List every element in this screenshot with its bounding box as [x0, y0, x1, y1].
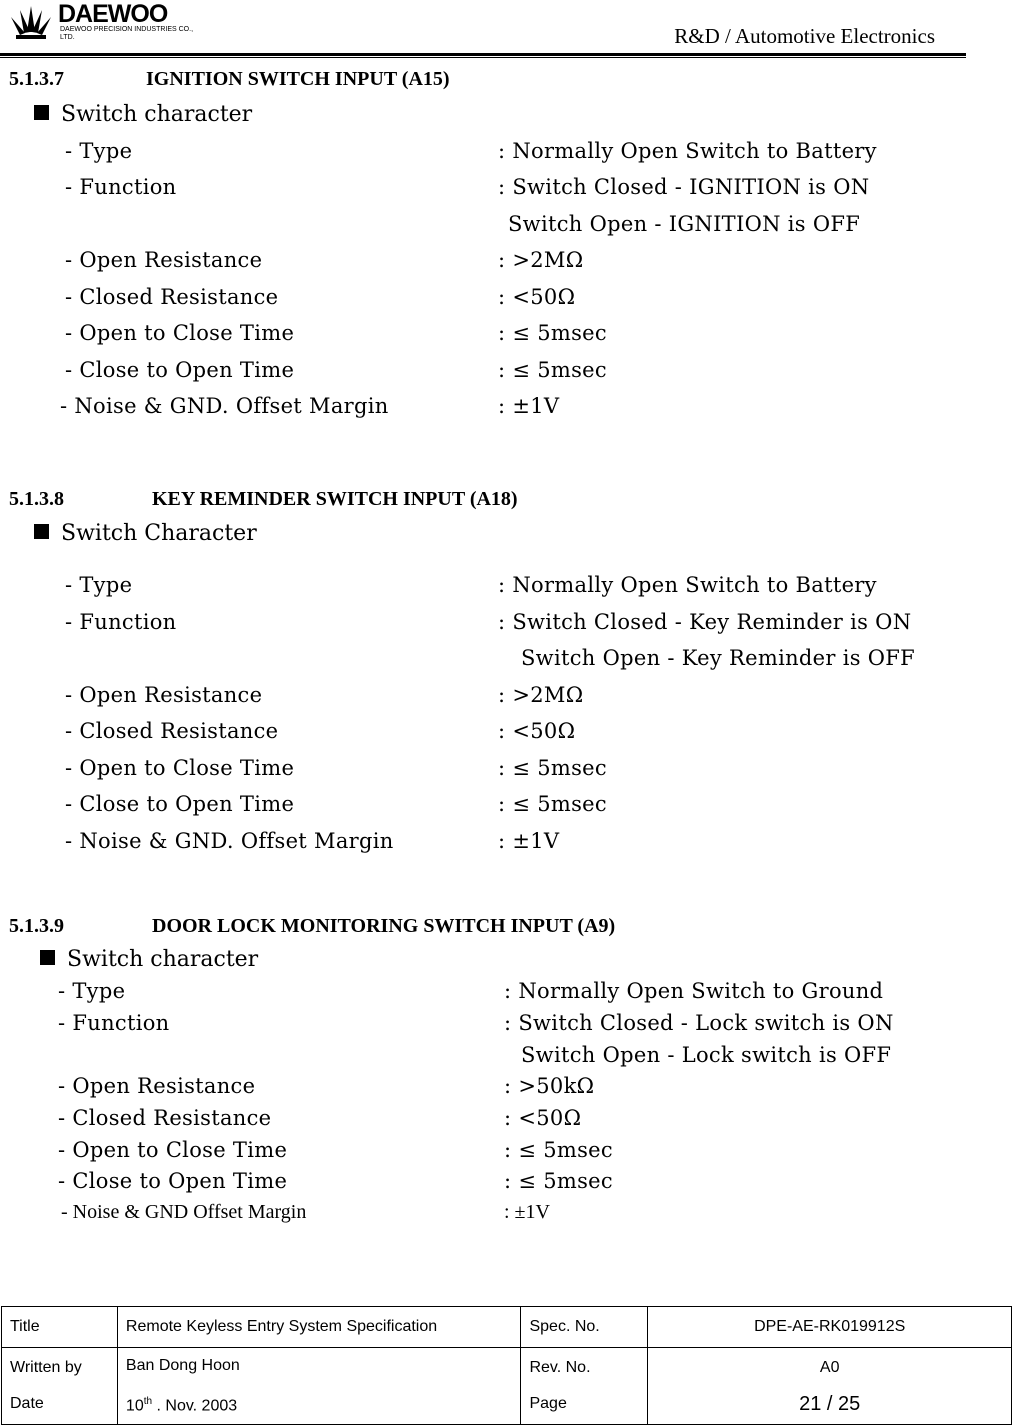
- section-title: IGNITION SWITCH INPUT (A15): [146, 68, 450, 90]
- title-value: Remote Keyless Entry System Specification: [117, 1307, 521, 1348]
- spec-label: - Open Resistance: [65, 683, 263, 707]
- spec-label: - Open to Close Time: [65, 756, 295, 780]
- section-title: KEY REMINDER SWITCH INPUT (A18): [152, 488, 518, 510]
- rev-no-label: Rev. No.: [529, 1359, 591, 1377]
- spec-label: - Noise & GND Offset Margin: [61, 1201, 307, 1223]
- rev-page-values: [648, 1348, 1012, 1425]
- spec-value: : ≤ 5msec: [504, 1169, 613, 1193]
- written-date-values: [117, 1348, 521, 1425]
- spec-label: - Close to Open Time: [65, 358, 295, 382]
- date-value: 10th . Nov. 2003: [125, 1396, 238, 1415]
- spec-label: - Open Resistance: [65, 248, 263, 272]
- author-value: Ban Dong Hoon: [125, 1357, 240, 1374]
- spec-value: : <50Ω: [498, 719, 576, 743]
- spec-label: - Close to Open Time: [58, 1169, 288, 1193]
- written-date-labels: [2, 1348, 118, 1425]
- document-footer-table: [1, 1306, 1012, 1425]
- spec-label: - Type: [58, 979, 126, 1003]
- spec-value: : Normally Open Switch to Battery: [498, 139, 877, 163]
- spec-label: - Type: [65, 139, 133, 163]
- spec-no-label: Spec. No.: [521, 1307, 648, 1348]
- spec-label: - Function: [65, 610, 177, 634]
- spec-label: - Close to Open Time: [65, 792, 295, 816]
- spec-value: : ≤ 5msec: [504, 1138, 613, 1162]
- rev-no-value: A0: [819, 1359, 840, 1377]
- spec-value: : ≤ 5msec: [498, 321, 607, 345]
- spec-label: - Noise & GND. Offset Margin: [60, 394, 389, 418]
- title-label: Title: [2, 1307, 118, 1348]
- spec-label: - Closed Resistance: [58, 1106, 272, 1130]
- spec-value: : ±1V: [498, 829, 560, 853]
- section-title: DOOR LOCK MONITORING SWITCH INPUT (A9): [152, 915, 616, 937]
- bullet-square-icon: [34, 105, 49, 120]
- written-by-label: Written by: [10, 1359, 82, 1377]
- spec-value: : ≤ 5msec: [498, 792, 607, 816]
- spec-label: - Type: [65, 573, 133, 597]
- spec-label: - Noise & GND. Offset Margin: [65, 829, 394, 853]
- header-divider-thin: [0, 57, 966, 58]
- spec-label: - Closed Resistance: [65, 285, 279, 309]
- page-label: Page: [529, 1395, 567, 1413]
- spec-value: : >2MΩ: [498, 683, 584, 707]
- sub-heading: Switch Character: [34, 521, 257, 546]
- spec-label: - Open to Close Time: [65, 321, 295, 345]
- spec-value: : Switch Closed - IGNITION is ON: [498, 175, 870, 199]
- header-divider: [0, 53, 966, 56]
- spec-value: : Normally Open Switch to Battery: [498, 573, 877, 597]
- section-number: 5.1.3.7: [9, 68, 64, 90]
- spec-value: : ±1V: [498, 394, 560, 418]
- spec-label: - Function: [65, 175, 177, 199]
- page-number: 21 / 25: [799, 1393, 861, 1416]
- spec-value: : Switch Closed - Key Reminder is ON: [498, 610, 912, 634]
- spec-label: - Open Resistance: [58, 1074, 256, 1098]
- spec-value: : >2MΩ: [498, 248, 584, 272]
- sub-heading: Switch character: [34, 102, 252, 127]
- spec-value: : ±1V: [504, 1201, 550, 1223]
- spec-value: : <50Ω: [498, 285, 576, 309]
- date-label: Date: [10, 1395, 44, 1413]
- spec-value-continued: Switch Open - Lock switch is OFF: [521, 1043, 892, 1067]
- spec-label: - Open to Close Time: [58, 1138, 288, 1162]
- spec-value: : ≤ 5msec: [498, 358, 607, 382]
- daewoo-shell-logo-icon: [8, 2, 54, 42]
- section-number: 5.1.3.8: [9, 488, 64, 510]
- spec-value: : Switch Closed - Lock switch is ON: [504, 1011, 894, 1035]
- bullet-square-icon: [34, 524, 49, 539]
- spec-value: : >50kΩ: [504, 1074, 595, 1098]
- department-label: R&D / Automotive Electronics: [674, 24, 935, 48]
- sub-heading: Switch character: [40, 947, 258, 972]
- logo-subtext: DAEWOO PRECISION INDUSTRIES CO., LTD.: [60, 26, 194, 41]
- spec-value-continued: Switch Open - IGNITION is OFF: [508, 212, 861, 236]
- spec-no-value: DPE-AE-RK019912S: [648, 1307, 1012, 1348]
- spec-label: - Closed Resistance: [65, 719, 279, 743]
- spec-value: : <50Ω: [504, 1106, 582, 1130]
- rev-page-labels: [521, 1348, 648, 1425]
- spec-label: - Function: [58, 1011, 170, 1035]
- section-number: 5.1.3.9: [9, 915, 64, 937]
- spec-value: : Normally Open Switch to Ground: [504, 979, 884, 1003]
- company-logo: [8, 2, 198, 48]
- bullet-square-icon: [40, 950, 55, 965]
- logo-wordmark: DAEWOO: [58, 0, 168, 28]
- spec-value: : ≤ 5msec: [498, 756, 607, 780]
- spec-value-continued: Switch Open - Key Reminder is OFF: [521, 646, 916, 670]
